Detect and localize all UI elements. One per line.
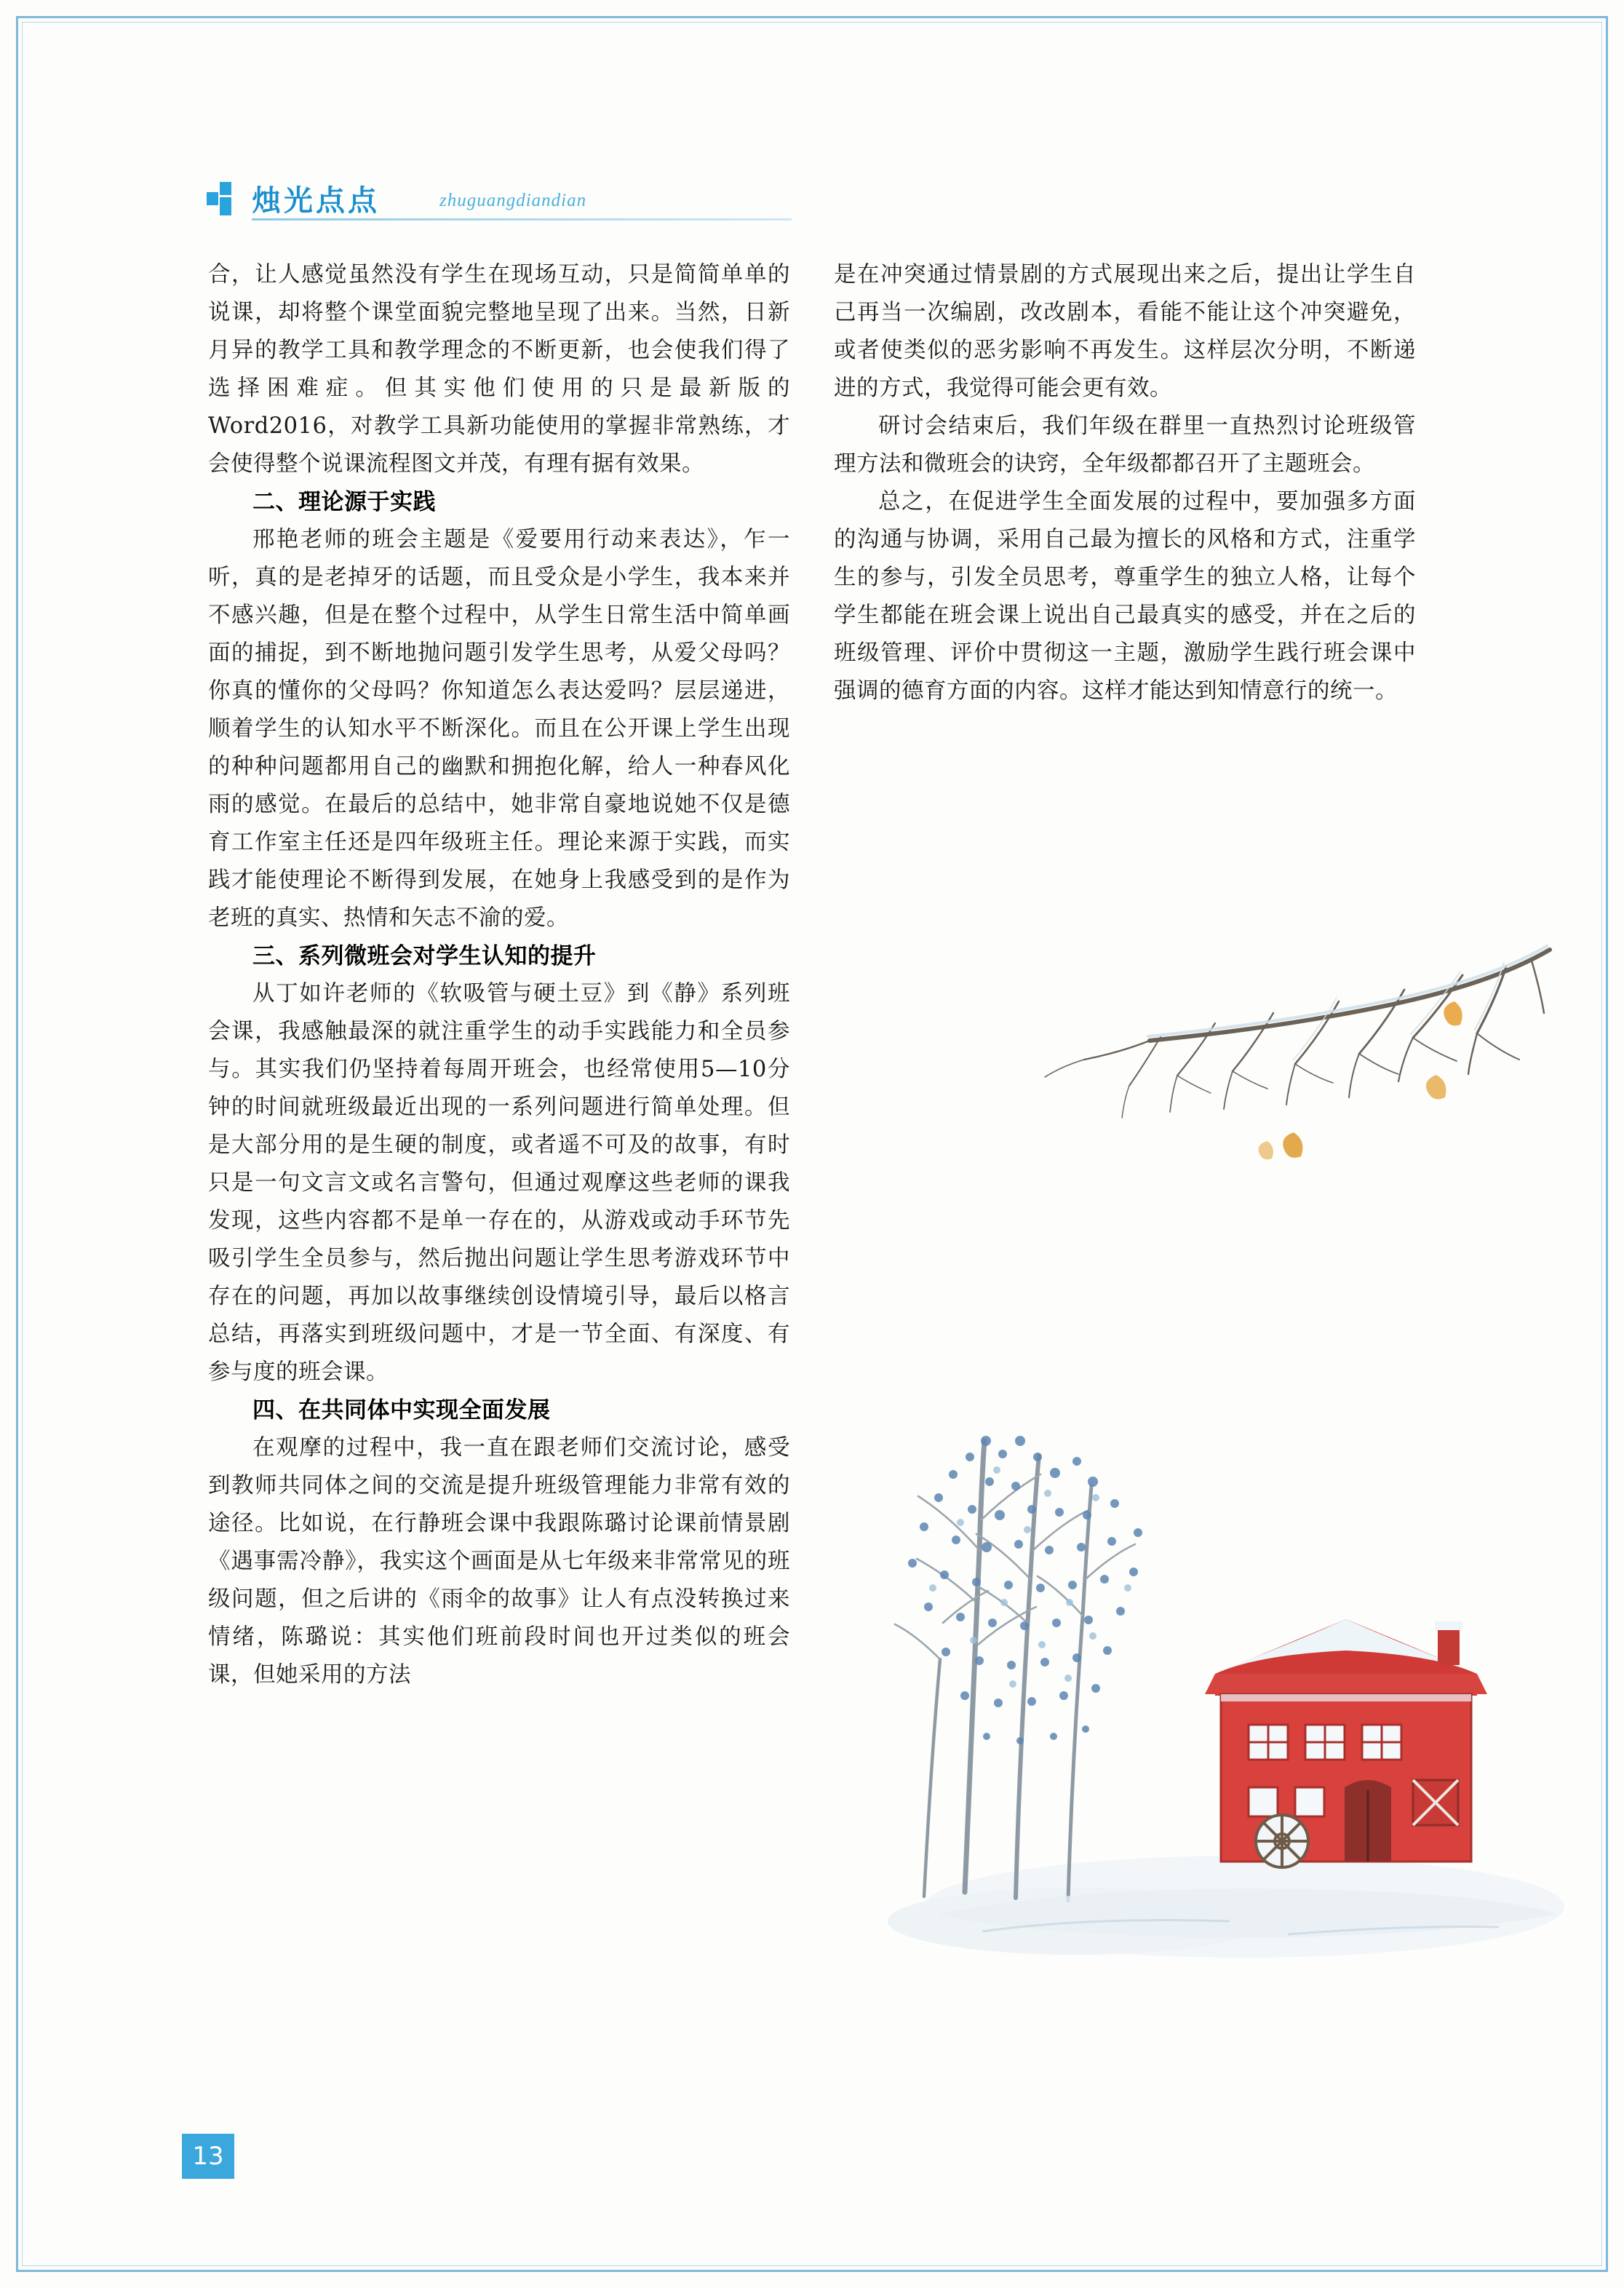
header-divider	[252, 218, 792, 221]
body-paragraph: 合，让人感觉虽然没有学生在现场互动，只是简简单单的说课，却将整个课堂面貌完整地呈现了出来。当然，日新月异的教学工具和教学理念的不断更新，也会使我们得了选择困难症。但其实他们使用的只是最新版的Word2016，对教学工具新功能使用的掌握非常熟练，才会使得整个说课流程图文并茂，有理有据有效果。	[208, 262, 790, 477]
winter-house-trees-illustration	[837, 1332, 1572, 2009]
section-heading: 四、在共同体中实现全面发展	[252, 1397, 551, 1423]
section-heading: 三、系列微班会对学生认知的提升	[252, 943, 597, 969]
body-paragraph: 从丁如许老师的《软吸管与硬土豆》到《静》系列班会课，我感触最深的就注重学生的动手实践能力和全员参与。其实我们仍坚持着每周开班会，也经常使用5—10分钟的时间就班级最近出现的一系列问题进行简单处理。但是大部分用的是生硬的制度，或者遥不可及的故事，有时只是一句文言文或名言警句，但通过观摩这些老师的课我发现，这些内容都不是单一存在的，从游戏或动手环节先吸引学生全员参与，然后抛出问题让学生思考游戏环节中存在的问题，再加以故事继续创设情境引导，最后以格言总结，再落实到班级问题中，才是一节全面、有深度、有参与度的班会课。	[208, 981, 790, 1385]
body-paragraph: 在观摩的过程中，我一直在跟老师们交流讨论，感受到教师共同体之间的交流是提升班级管理能力非常有效的途径。比如说，在行静班会课中我跟陈璐讨论课前情景剧《遇事需冷静》，我实这个画面是从七年级来非常常见的班级问题，但之后讲的《雨伞的故事》让人有点没转换过来情绪，陈璐说：其实他们班前段时间也开过类似的班会课，但她采用的方法	[208, 1435, 790, 1688]
right-column	[834, 256, 1416, 710]
left-column	[208, 256, 790, 1694]
body-paragraph: 总之，在促进学生全面发展的过程中，要加强多方面的沟通与协调，采用自己最为擅长的风格和方式，注重学生的参与，引发全员思考，尊重学生的独立人格，让每个学生都能在班会课上说出自己最真实的感受，并在之后的班级管理、评价中贯彻这一主题，激励学生践行班会课中强调的德育方面的内容。这样才能达到知情意行的统一。	[834, 489, 1416, 704]
blocks-logo-icon	[207, 182, 240, 215]
section-title: 烛光点点	[252, 184, 380, 218]
section-title-pinyin: zhuguangdiandian	[439, 191, 587, 210]
snowy-branch-illustration	[997, 932, 1564, 1193]
body-paragraph: 是在冲突通过情景剧的方式展现出来之后，提出让学生自己再当一次编剧，改改剧本，看能不能让这个冲突避免，或者使类似的恶劣影响不再发生。这样层次分明，不断递进的方式，我觉得可能会更有效。	[834, 262, 1416, 401]
body-paragraph: 研讨会结束后，我们年级在群里一直热烈讨论班级管理方法和微班会的诀窍，全年级都都召开了主题班会。	[834, 413, 1416, 477]
page-header	[207, 173, 803, 224]
page-number: 13	[182, 2134, 234, 2179]
body-paragraph: 邢艳老师的班会主题是《爱要用行动来表达》，乍一听，真的是老掉牙的话题，而且受众是小学生，我本来并不感兴趣，但是在整个过程中，从学生日常生活中简单画面的捕捉，到不断地抛问题引发学生思考，从爱父母吗？你真的懂你的父母吗？你知道怎么表达爱吗？层层递进，顺着学生的认知水平不断深化。而且在公开课上学生出现的种种问题都用自己的幽默和拥抱化解，给人一种春风化雨的感觉。在最后的总结中，她非常自豪地说她不仅是德育工作室主任还是四年级班主任。理论来源于实践，而实践才能使理论不断得到发展，在她身上我感受到的是作为老班的真实、热情和矢志不渝的爱。	[208, 527, 790, 931]
section-heading: 二、理论源于实践	[252, 489, 436, 515]
